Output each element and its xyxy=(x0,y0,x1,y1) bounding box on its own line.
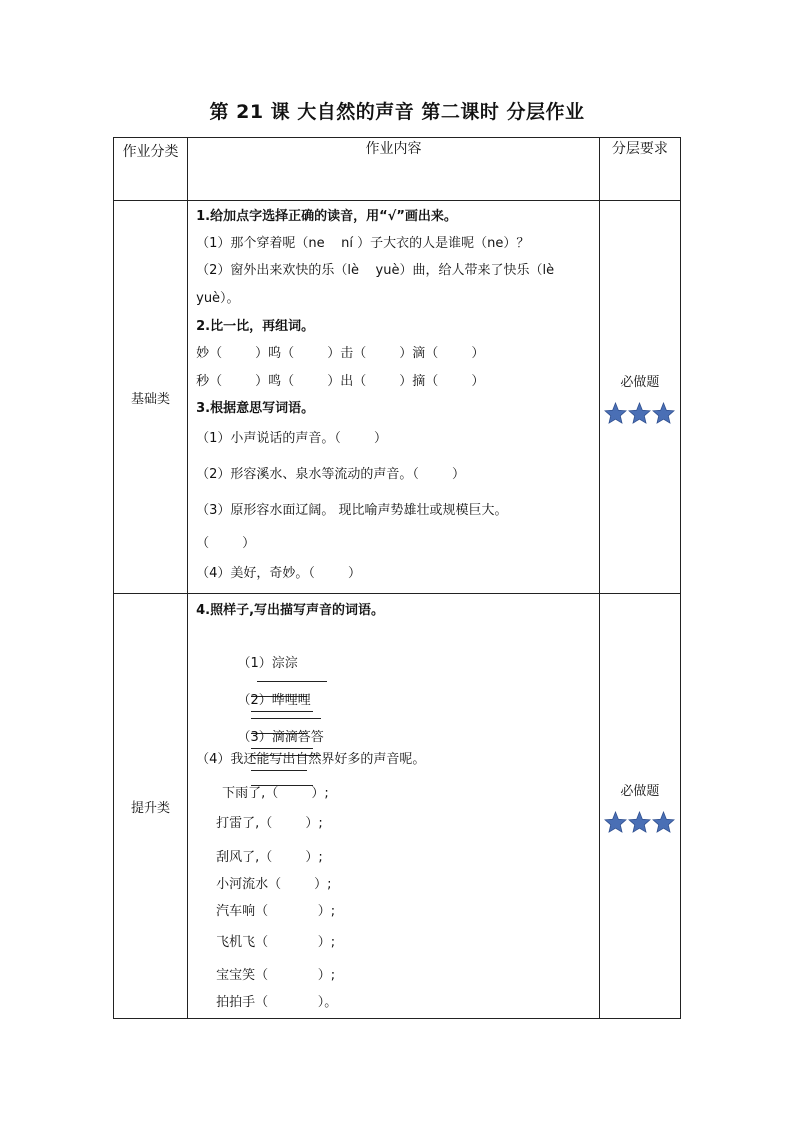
basic-requirement-cell xyxy=(599,201,680,594)
basic-line-10: （2）形容溪水、泉水等流动的声音。（ ） xyxy=(196,467,465,482)
header-requirement: 分层要求 xyxy=(599,138,680,201)
basic-line-7: 秒（ ）鸣（ ）出（ ）摘（ ） xyxy=(196,374,485,389)
star-icon xyxy=(652,811,675,833)
basic-requirement-label: 必做题 xyxy=(620,374,660,390)
advanced-line-10: 汽车响（ ）; xyxy=(216,904,336,919)
page-title: 第 21 课 大自然的声音 第二课时 分层作业 xyxy=(209,101,585,123)
basic-line-4: yuè）。 xyxy=(196,291,240,306)
advanced-line-13: 拍拍手（ ）。 xyxy=(216,995,338,1010)
basic-line-5: 2.比一比，再组词。 xyxy=(196,319,315,334)
star-icon xyxy=(604,402,627,424)
advanced-line-4-text: （3）滴滴答答 xyxy=(237,730,324,745)
advanced-line-11: 飞机飞（ ）; xyxy=(216,935,336,950)
basic-content-cell xyxy=(188,201,600,594)
header-content: 作业内容 xyxy=(188,138,600,201)
advanced-line-9: 小河流水（ ）; xyxy=(216,877,332,892)
advanced-category: 提升类 xyxy=(114,594,188,1019)
basic-line-1: 1.给加点字选择正确的读音，用“√”画出来。 xyxy=(196,209,457,224)
advanced-content-cell xyxy=(188,594,600,1019)
basic-line-8: 3.根据意思写词语。 xyxy=(196,401,315,416)
basic-line-13: （4）美好，奇妙。（ ） xyxy=(196,566,361,581)
advanced-requirement-label: 必做题 xyxy=(620,783,660,799)
advanced-line-5: （4）我还能写出自然界好多的声音呢。 xyxy=(196,752,426,767)
advanced-line-3-text: （2）哗哩哩 xyxy=(237,693,311,708)
advanced-line-6: 下雨了,（ ）; xyxy=(222,786,329,801)
advanced-line-2-text: （1）淙淙 xyxy=(237,656,298,671)
basic-line-2: （1）那个穿着呢（ne ní ）子大衣的人是谁呢（ne）？ xyxy=(196,236,530,251)
star-icon xyxy=(604,811,627,833)
basic-line-9: （1）小声说话的声音。（ ） xyxy=(196,431,387,446)
basic-line-11: （3）原形容水面辽阔。 现比喻声势雄壮或规模巨大。 xyxy=(196,503,508,518)
advanced-line-7: 打雷了,（ ）; xyxy=(216,816,323,831)
star-icon xyxy=(628,402,651,424)
advanced-requirement-cell xyxy=(599,594,680,1019)
advanced-row xyxy=(114,594,681,1019)
advanced-line-8: 刮风了,（ ）; xyxy=(216,850,323,865)
basic-row xyxy=(114,201,681,594)
basic-line-12: （ ） xyxy=(196,536,256,551)
advanced-star-rating xyxy=(600,811,680,833)
header-category: 作业分类 xyxy=(114,138,188,201)
basic-star-rating xyxy=(600,402,680,424)
advanced-line-1: 4.照样子,写出描写声音的词语。 xyxy=(196,603,385,618)
header-row xyxy=(114,138,681,201)
homework-table xyxy=(113,137,681,1019)
basic-line-6: 妙（ ）呜（ ）击（ ）滴（ ） xyxy=(196,346,485,361)
advanced-line-12: 宝宝笑（ ）; xyxy=(216,968,336,983)
basic-line-3: （2）窗外出来欢快的乐（lè yuè）曲，给人带来了快乐（lè xyxy=(196,263,555,278)
star-icon xyxy=(628,811,651,833)
basic-category: 基础类 xyxy=(114,201,188,594)
star-icon xyxy=(652,402,675,424)
